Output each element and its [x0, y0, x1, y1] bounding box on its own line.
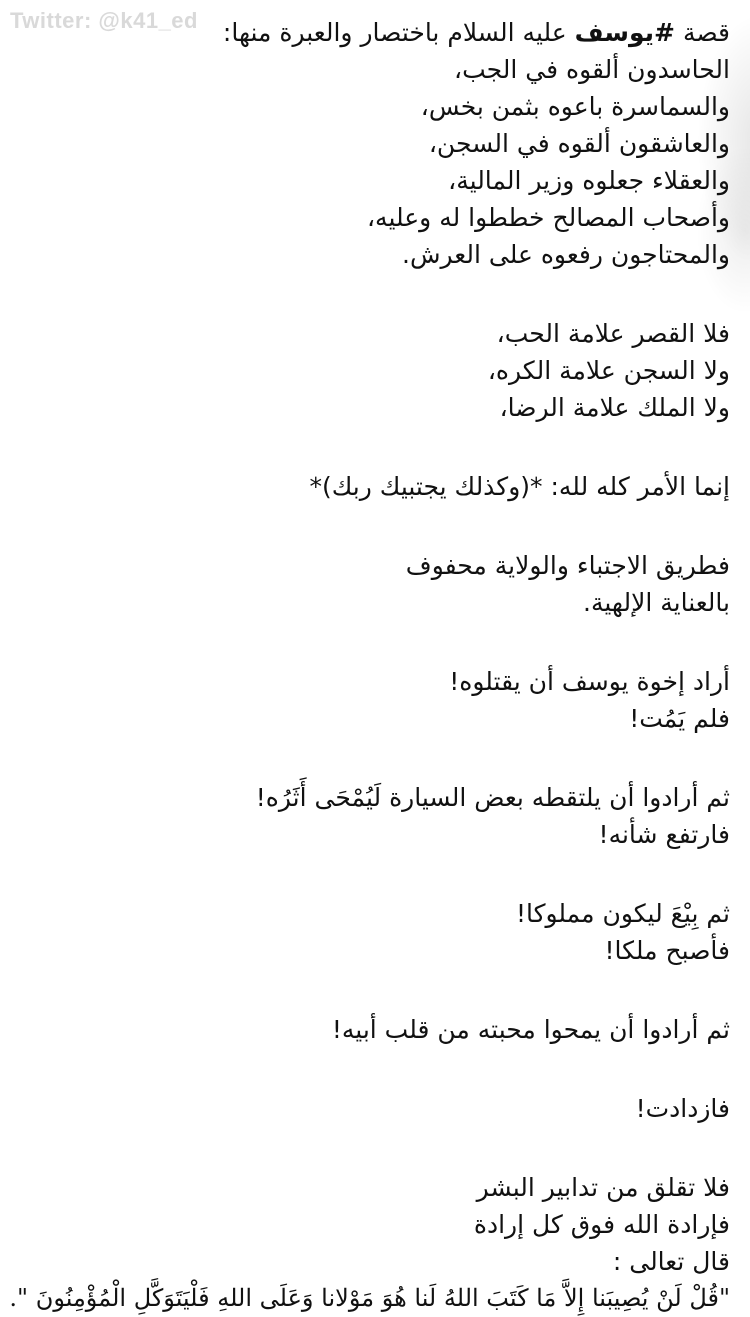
twitter-watermark: Twitter: @k41_ed — [10, 8, 198, 33]
story-line: والمحتاجون رفعوه على العرش. — [402, 240, 730, 269]
brothers-line: فلم يَمُت! — [629, 704, 730, 733]
intro-suffix: عليه السلام باختصار والعبرة منها: — [222, 18, 575, 47]
path-line: فطريق الاجتباء والولاية محفوف — [405, 551, 730, 580]
story-line: والسماسرة باعوه بثمن بخس، — [420, 92, 730, 121]
article-body — [9, 14, 730, 1317]
quran-quote: "قُلْ لَنْ يُصِيبَنا إِلاَّ مَا كَتَبَ اللهُ لَنا هُوَ مَوْلانا وَعَلَى اللهِ فَلْيَتَوَكَّلِ الْمُؤْمِنُونَ ". — [9, 1284, 730, 1312]
intro-prefix: قصة — [675, 18, 730, 47]
caravan-line: ثم أرادوا أن يلتقطه بعض السيارة لَيُمْحَى أَثَرُه! — [255, 783, 730, 812]
closing-line: فلا تقلق من تدابير البشر — [476, 1173, 730, 1202]
story-line: والعاشقون ألقوه في السجن، — [428, 129, 730, 158]
signs-line: ولا السجن علامة الكره، — [487, 356, 730, 385]
hashtag-yusuf[interactable]: #يوسف — [574, 18, 676, 47]
increased-line: فازدادت! — [635, 1094, 730, 1123]
signs-line: ولا الملك علامة الرضا، — [499, 393, 730, 422]
caravan-line: فارتفع شأنه! — [598, 820, 730, 849]
path-line: بالعناية الإلهية. — [583, 588, 730, 617]
verse-line: إنما الأمر كله لله: *(وكذلك يجتبيك ربك)* — [309, 472, 730, 501]
story-line: الحاسدون ألقوه في الجب، — [454, 55, 730, 84]
story-line: وأصحاب المصالح خططوا له وعليه، — [366, 203, 730, 232]
signs-line: فلا القصر علامة الحب، — [496, 319, 730, 348]
closing-line: قال تعالى : — [612, 1247, 730, 1276]
sold-line: ثم بِيْعَ ليكون مملوكا! — [515, 899, 730, 928]
closing-line: فإرادة الله فوق كل إرادة — [473, 1210, 730, 1239]
story-line: والعقلاء جعلوه وزير المالية، — [448, 166, 730, 195]
father-line: ثم أرادوا أن يمحوا محبته من قلب أبيه! — [331, 1015, 730, 1044]
brothers-line: أراد إخوة يوسف أن يقتلوه! — [449, 667, 730, 696]
intro-line — [15, 14, 730, 51]
sold-line: فأصبح ملكا! — [604, 936, 730, 965]
